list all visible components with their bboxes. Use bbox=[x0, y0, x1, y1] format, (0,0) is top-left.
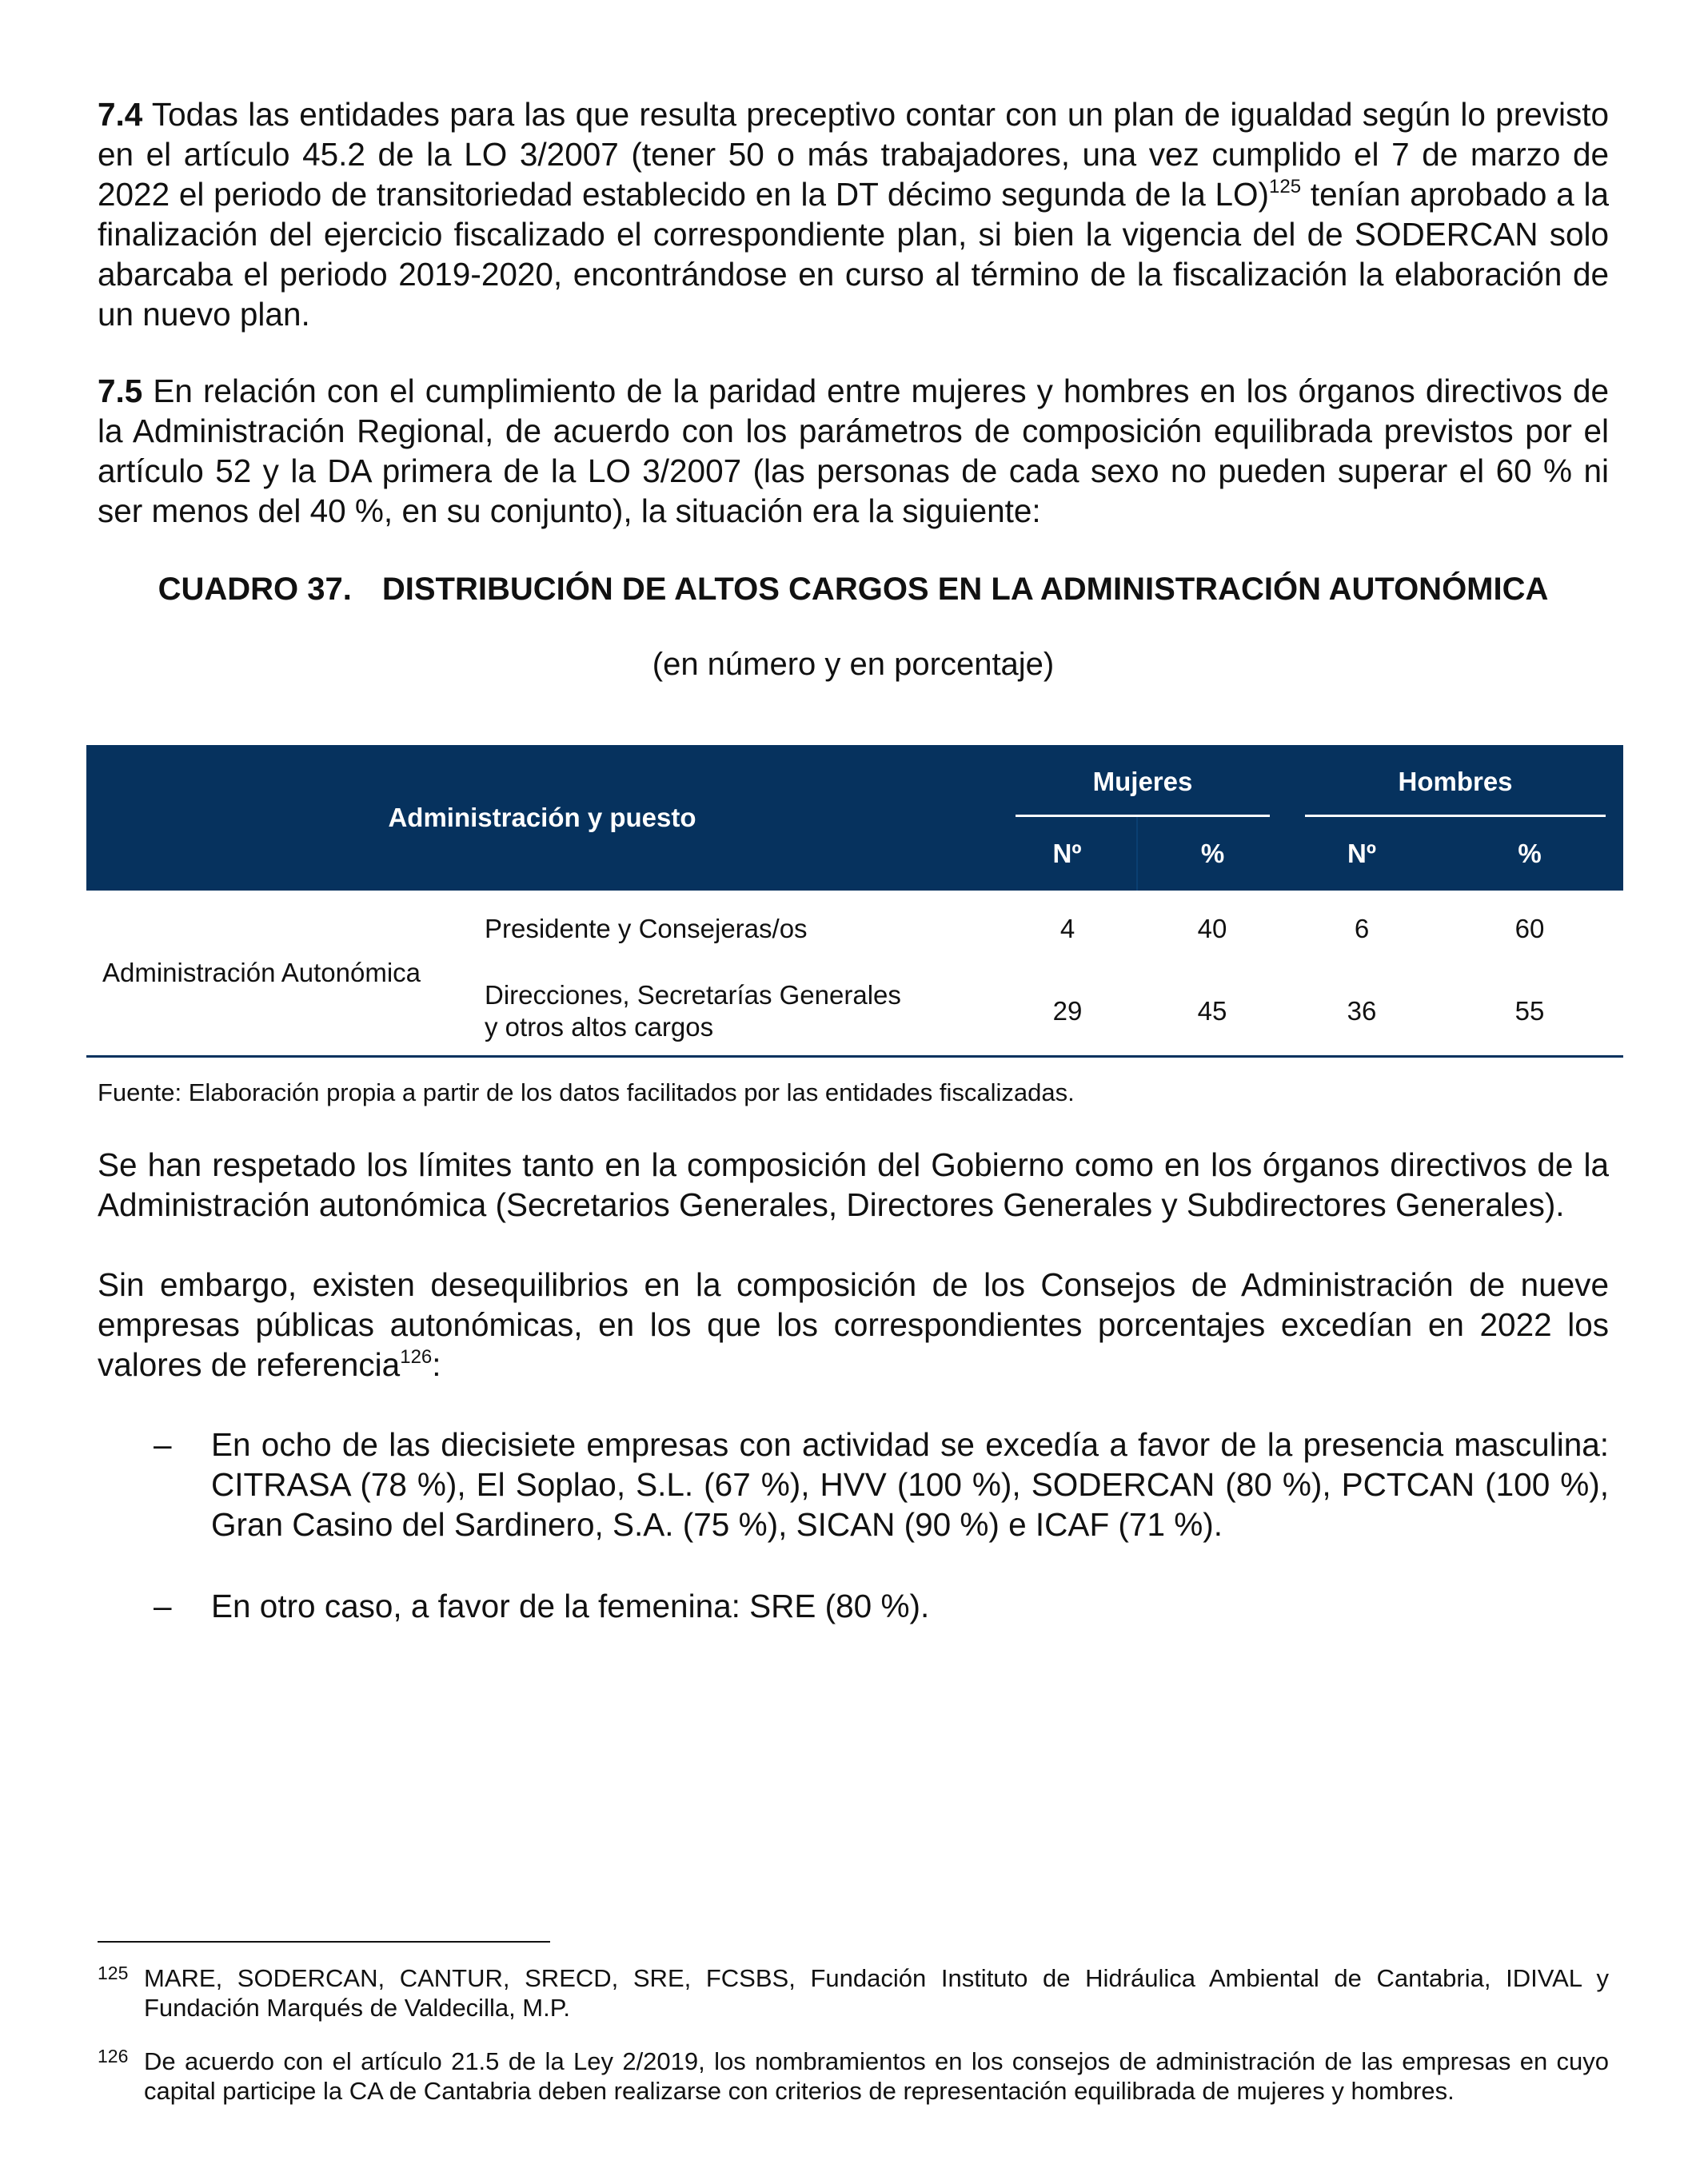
hombres-n-cell: 6 bbox=[1354, 914, 1370, 943]
hombres-pct-cell: 55 bbox=[1436, 967, 1623, 1057]
header-mujeres-n: Nº bbox=[998, 817, 1137, 891]
paragraph-text-cont: tenían aprobado a la finalización del ejercicio fiscalizado el correspondiente plan, si bien la vigencia del de SODERCAN solo abarcaba el periodo 2019-2020, encontrándose en curso al término de la fiscalización la elaboración de un nuevo plan. bbox=[98, 176, 1610, 333]
table-title-text: DISTRIBUCIÓN DE ALTOS CARGOS EN LA ADMINISTRACIÓN AUTONÓMICA bbox=[381, 572, 1549, 607]
paragraph-end: : bbox=[432, 1346, 441, 1383]
mujeres-n-cell: 4 bbox=[1060, 914, 1075, 943]
list-item-text: En otro caso, a favor de la femenina: SRE (80 %). bbox=[211, 1588, 930, 1624]
footnote-text: De acuerdo con el artículo 21.5 de la Ley 2/2019, los nombramientos en los consejos de administración de las empresas en cuyo capital participe la CA de Cantabria deben realizarse con criterios de representación equilibrada de mujeres y hombres. bbox=[144, 2047, 1609, 2105]
list-item-text: En ocho de las diecisiete empresas con actividad se excedía a favor de la presencia masculina: CITRASA (78 %), El Soplao, S.L. (67 %), HVV (100 %), SODERCAN (80 %), PCTCAN (100 %), Gran Casino del Sardinero, S.A. (75 %), SICAN (90 %) e ICAF (71 %). bbox=[211, 1426, 1609, 1543]
footnote-number: 126 bbox=[98, 2046, 129, 2066]
paragraph-text: Todas las entidades para las que resulta preceptivo contar con un plan de igualdad según lo previsto en el artículo 45.2 de la LO 3/2007 (tener 50 o más trabajadores, una vez cumplido el 7 de marzo de 2022 el periodo de transitoriedad establecido en la DT décimo segunda de la LO) bbox=[98, 96, 1609, 213]
footnote-number: 125 bbox=[98, 1963, 129, 1983]
paragraph-7-5 bbox=[98, 371, 1609, 531]
main-content-continued bbox=[98, 1145, 1609, 1668]
paragraph-text: En relación con el cumplimiento de la paridad entre mujeres y hombres en los órganos directivos de la Administración Regional, de acuerdo con los parámetros de composición equilibrada previstos por el artículo 52 y la DA primera de la LO 3/2007 (las personas de cada sexo no pueden superar el 60 % ni ser menos del 40 %, en su conjunto), la situación era la siguiente: bbox=[98, 373, 1609, 529]
hombres-n-cell: 36 bbox=[1287, 967, 1436, 1057]
paragraph-text: Sin embargo, existen desequilibrios en la composición de los Consejos de Administración de nueve empresas públicas autonómicas, en los que los correspondientes porcentajes excedían en 2022 los valores de referencia bbox=[98, 1266, 1609, 1383]
footnote-ref-126[interactable]: 126 bbox=[400, 1346, 433, 1368]
paragraph-number: 7.5 bbox=[98, 373, 143, 409]
dash-bullet-icon: – bbox=[154, 1588, 172, 1624]
header-hombres bbox=[1287, 745, 1623, 817]
header-hombres-pct: % bbox=[1436, 817, 1623, 891]
footnote-text: MARE, SODERCAN, CANTUR, SRECD, SRE, FCSBS, Fundación Instituto de Hidráulica Ambiental de Cantabria, IDIVAL y Fundación Marqués de Valdecilla, M.P. bbox=[144, 1964, 1609, 2022]
table-title bbox=[98, 569, 1609, 609]
dash-bullet-icon: – bbox=[154, 1426, 172, 1463]
header-hombres-label: Hombres bbox=[1305, 746, 1606, 817]
table-row bbox=[86, 891, 1623, 967]
mujeres-pct-cell: 45 bbox=[1137, 967, 1287, 1057]
paragraph-sin-embargo bbox=[98, 1265, 1609, 1385]
paragraph-respetado: Se han respetado los límites tanto en la composición del Gobierno como en los órganos directivos de la Administración autonómica (Secretarios Generales, Directores Generales y Subdirectores Generales). bbox=[98, 1146, 1609, 1223]
mujeres-n-cell: 29 bbox=[998, 967, 1137, 1057]
header-mujeres-pct: % bbox=[1137, 817, 1287, 891]
footnote-126 bbox=[98, 2047, 1609, 2106]
puesto-cell bbox=[477, 967, 998, 1057]
table-source: Fuente: Elaboración propia a partir de los datos facilitados por las entidades fiscalizadas. bbox=[98, 1078, 1075, 1106]
paragraph-7-4 bbox=[98, 94, 1609, 334]
list-item bbox=[98, 1425, 1609, 1544]
footnote-ref-125[interactable]: 125 bbox=[1269, 176, 1302, 197]
paragraph-number: 7.4 bbox=[98, 96, 143, 133]
puesto-line-2: y otros altos cargos bbox=[485, 1012, 714, 1042]
list-item bbox=[98, 1586, 1609, 1626]
footnote-125 bbox=[98, 1963, 1609, 2023]
mujeres-pct-cell: 40 bbox=[1197, 914, 1227, 943]
footnote-divider bbox=[98, 1941, 550, 1943]
header-mujeres-label: Mujeres bbox=[1016, 746, 1270, 817]
puesto-cell: Presidente y Consejeras/os bbox=[485, 914, 808, 943]
table-subtitle: (en número y en porcentaje) bbox=[652, 647, 1055, 682]
altos-cargos-table bbox=[86, 745, 1623, 1058]
table-number: CUADRO 37. bbox=[158, 572, 352, 607]
admin-cell: Administración Autonómica bbox=[86, 891, 477, 1057]
bullet-list bbox=[98, 1425, 1609, 1626]
hombres-pct-cell: 60 bbox=[1514, 914, 1545, 943]
header-administracion-puesto: Administración y puesto bbox=[86, 745, 998, 891]
main-content bbox=[98, 94, 1609, 684]
header-mujeres bbox=[998, 745, 1287, 817]
header-hombres-n: Nº bbox=[1287, 817, 1436, 891]
puesto-line-1: Direcciones, Secretarías Generales bbox=[485, 980, 901, 1010]
